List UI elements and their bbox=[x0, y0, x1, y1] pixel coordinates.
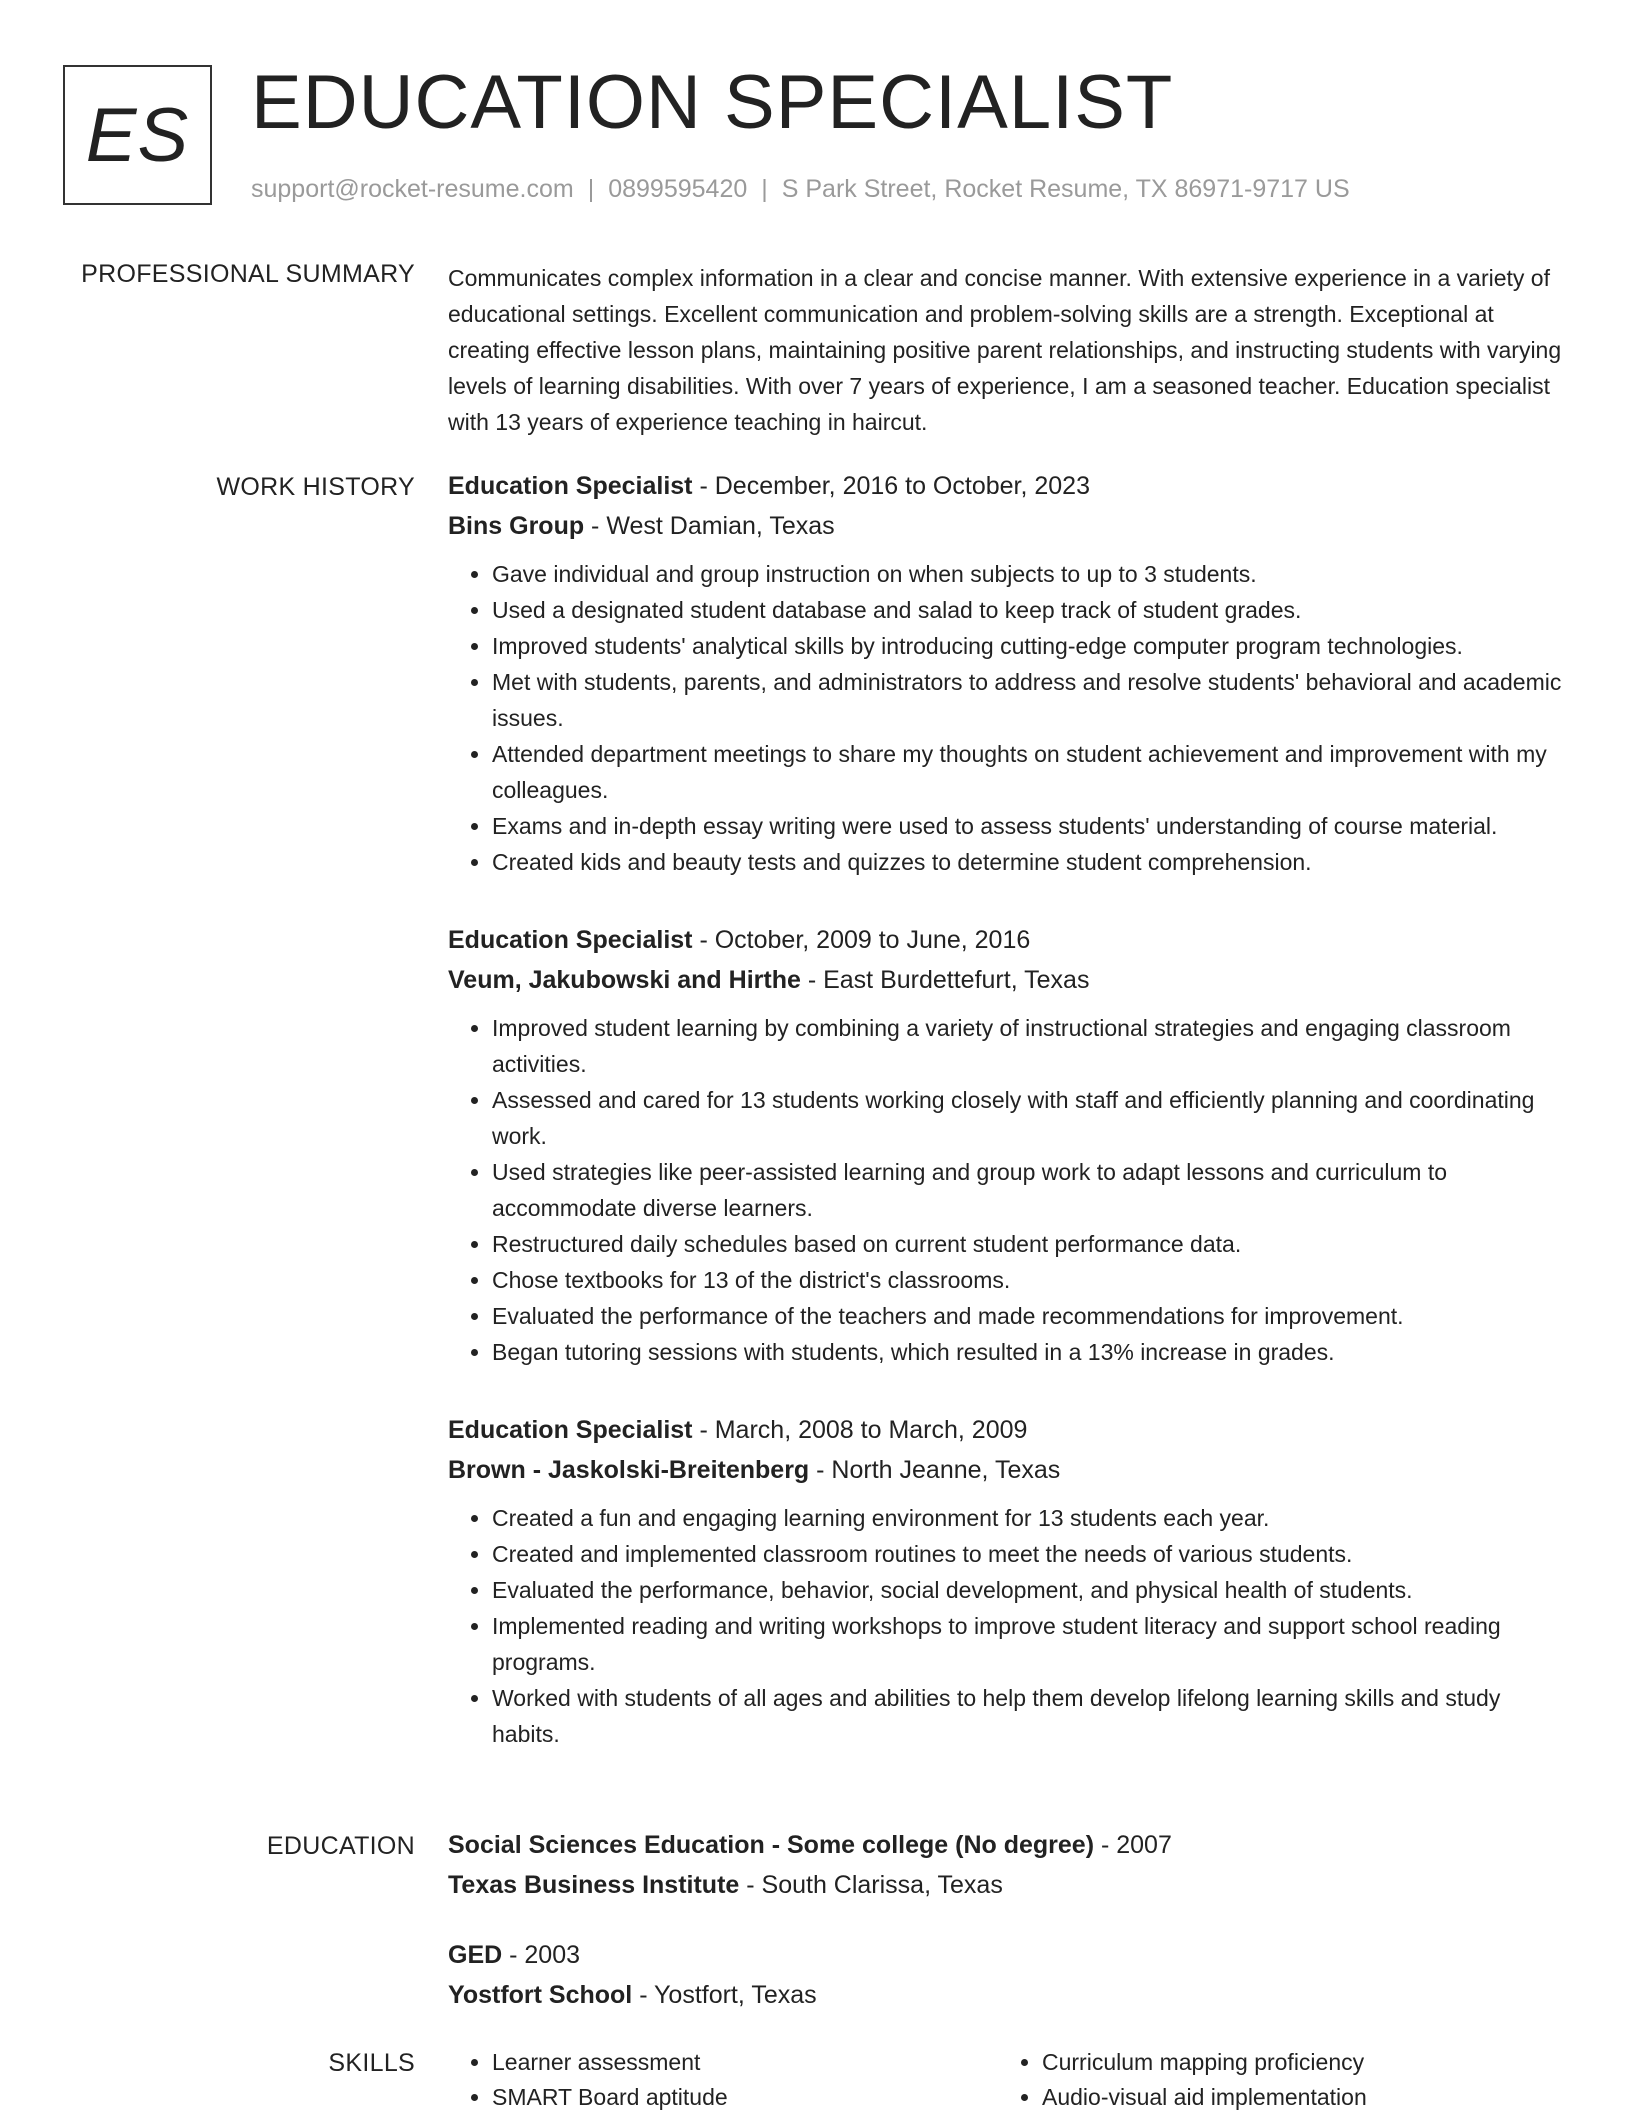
skill-item: • Learner assessment bbox=[492, 2045, 998, 2080]
job-dates: - October, 2009 to June, 2016 bbox=[692, 926, 1031, 954]
education-degree-line bbox=[448, 1825, 1568, 1865]
contact-separator: | bbox=[761, 175, 768, 203]
job-company-line bbox=[448, 960, 1568, 1000]
education-school-line bbox=[448, 1975, 1568, 2015]
section-label-work-history: WORK HISTORY bbox=[216, 473, 415, 501]
job-bullets bbox=[448, 556, 1568, 880]
monogram-logo: ES bbox=[63, 65, 212, 205]
job-title: Education Specialist bbox=[448, 926, 693, 954]
job-bullets bbox=[448, 1500, 1568, 1752]
job-dates: - December, 2016 to October, 2023 bbox=[692, 472, 1090, 500]
education-location: - Yostfort, Texas bbox=[632, 1981, 817, 2009]
skills-column-left bbox=[448, 2045, 998, 2115]
contact-line bbox=[251, 175, 1350, 204]
education-location: - South Clarissa, Texas bbox=[739, 1871, 1003, 1899]
job-title-line bbox=[448, 1410, 1568, 1450]
skill-item: • SMART Board aptitude bbox=[492, 2080, 998, 2115]
education-degree: GED bbox=[448, 1941, 503, 1969]
job-company-line bbox=[448, 1450, 1568, 1490]
job-location: - West Damian, Texas bbox=[584, 512, 835, 540]
list-item: • Began tutoring sessions with students, which resulted in a 13% increase in grades. bbox=[492, 1334, 1568, 1370]
summary-body bbox=[448, 260, 1568, 440]
job-title-line bbox=[448, 920, 1568, 960]
skill-item: • Curriculum mapping proficiency bbox=[1042, 2045, 1548, 2080]
list-item: • Improved student learning by combining a variety of instructional strategies and engaging classroom activities. bbox=[492, 1010, 1568, 1082]
list-item: • Restructured daily schedules based on current student performance data. bbox=[492, 1226, 1568, 1262]
contact-address: S Park Street, Rocket Resume, TX 86971-9717 US bbox=[781, 175, 1350, 203]
job-entry bbox=[448, 1410, 1568, 1752]
education-year: - 2007 bbox=[1094, 1831, 1172, 1859]
education-entry bbox=[448, 1825, 1568, 1905]
job-company: Bins Group bbox=[448, 512, 585, 540]
job-title-line bbox=[448, 466, 1568, 506]
list-item: • Evaluated the performance, behavior, social development, and physical health of students. bbox=[492, 1572, 1568, 1608]
job-dates: - March, 2008 to March, 2009 bbox=[692, 1416, 1028, 1444]
list-item: • Exams and in-depth essay writing were used to assess students' understanding of course material. bbox=[492, 808, 1568, 844]
education-school: Yostfort School bbox=[448, 1981, 633, 2009]
candidate-name: EDUCATION SPECIALIST bbox=[251, 60, 1174, 145]
education-degree-line bbox=[448, 1935, 1568, 1975]
job-bullets bbox=[448, 1010, 1568, 1370]
job-entry bbox=[448, 466, 1568, 880]
job-company: Veum, Jakubowski and Hirthe bbox=[448, 966, 801, 994]
education-degree: Social Sciences Education - Some college (No degree) bbox=[448, 1831, 1095, 1859]
list-item: • Met with students, parents, and administrators to address and resolve students' behavioral and academic issues. bbox=[492, 664, 1568, 736]
job-company-line bbox=[448, 506, 1568, 546]
list-item: • Evaluated the performance of the teachers and made recommendations for improvement. bbox=[492, 1298, 1568, 1334]
list-item: • Used a designated student database and salad to keep track of student grades. bbox=[492, 592, 1568, 628]
list-item: • Worked with students of all ages and abilities to help them develop lifelong learning skills and study habits. bbox=[492, 1680, 1568, 1752]
list-item: • Assessed and cared for 13 students working closely with staff and efficiently planning and coordinating work. bbox=[492, 1082, 1568, 1154]
skills-body bbox=[448, 2045, 1568, 2115]
list-item: • Created and implemented classroom routines to meet the needs of various students. bbox=[492, 1536, 1568, 1572]
contact-separator: | bbox=[587, 175, 595, 203]
education-school: Texas Business Institute bbox=[448, 1871, 740, 1899]
section-label-education: EDUCATION bbox=[266, 1832, 415, 1860]
work-history-body bbox=[448, 466, 1568, 1792]
job-company: Brown - Jaskolski-Breitenberg bbox=[448, 1456, 810, 1484]
skills-column-right bbox=[998, 2045, 1548, 2115]
job-title: Education Specialist bbox=[448, 1416, 693, 1444]
job-location: - East Burdettefurt, Texas bbox=[800, 966, 1090, 994]
list-item: • Used strategies like peer-assisted learning and group work to adapt lessons and curriculum to accommodate diverse learners. bbox=[492, 1154, 1568, 1226]
list-item: • Chose textbooks for 13 of the district's classrooms. bbox=[492, 1262, 1568, 1298]
contact-phone: 0899595420 bbox=[608, 175, 748, 203]
list-item: • Improved students' analytical skills by introducing cutting-edge computer program technologies. bbox=[492, 628, 1568, 664]
section-label-skills: SKILLS bbox=[328, 2049, 415, 2077]
education-entry bbox=[448, 1935, 1568, 2015]
contact-email: support@rocket-resume.com bbox=[251, 175, 574, 203]
list-item: • Implemented reading and writing workshops to improve student literacy and support school reading programs. bbox=[492, 1608, 1568, 1680]
job-entry bbox=[448, 920, 1568, 1370]
education-body bbox=[448, 1825, 1568, 2045]
list-item: • Created a fun and engaging learning environment for 13 students each year. bbox=[492, 1500, 1568, 1536]
skill-item: • Audio-visual aid implementation bbox=[1042, 2080, 1548, 2115]
section-label-summary: PROFESSIONAL SUMMARY bbox=[81, 260, 415, 288]
job-title: Education Specialist bbox=[448, 472, 693, 500]
resume-header bbox=[63, 60, 1583, 215]
job-location: - North Jeanne, Texas bbox=[809, 1456, 1061, 1484]
list-item: • Gave individual and group instruction on when subjects to up to 3 students. bbox=[492, 556, 1568, 592]
education-year: - 2003 bbox=[502, 1941, 581, 1969]
list-item: • Attended department meetings to share my thoughts on student achievement and improvement with my colleagues. bbox=[492, 736, 1568, 808]
list-item: • Created kids and beauty tests and quizzes to determine student comprehension. bbox=[492, 844, 1568, 880]
summary-text: Communicates complex information in a clear and concise manner. With extensive experience in a variety of educational settings. Excellent communication and problem-solving skills are a strength. Exceptional at creating effective lesson plans, maintaining positive parent relationships, and instructing students with varying levels of learning disabilities. With over 7 years of experience, I am a seasoned teacher. Education specialist with 13 years of experience teaching in haircut. bbox=[448, 265, 1562, 435]
skills-grid bbox=[448, 2045, 1568, 2115]
education-school-line bbox=[448, 1865, 1568, 1905]
